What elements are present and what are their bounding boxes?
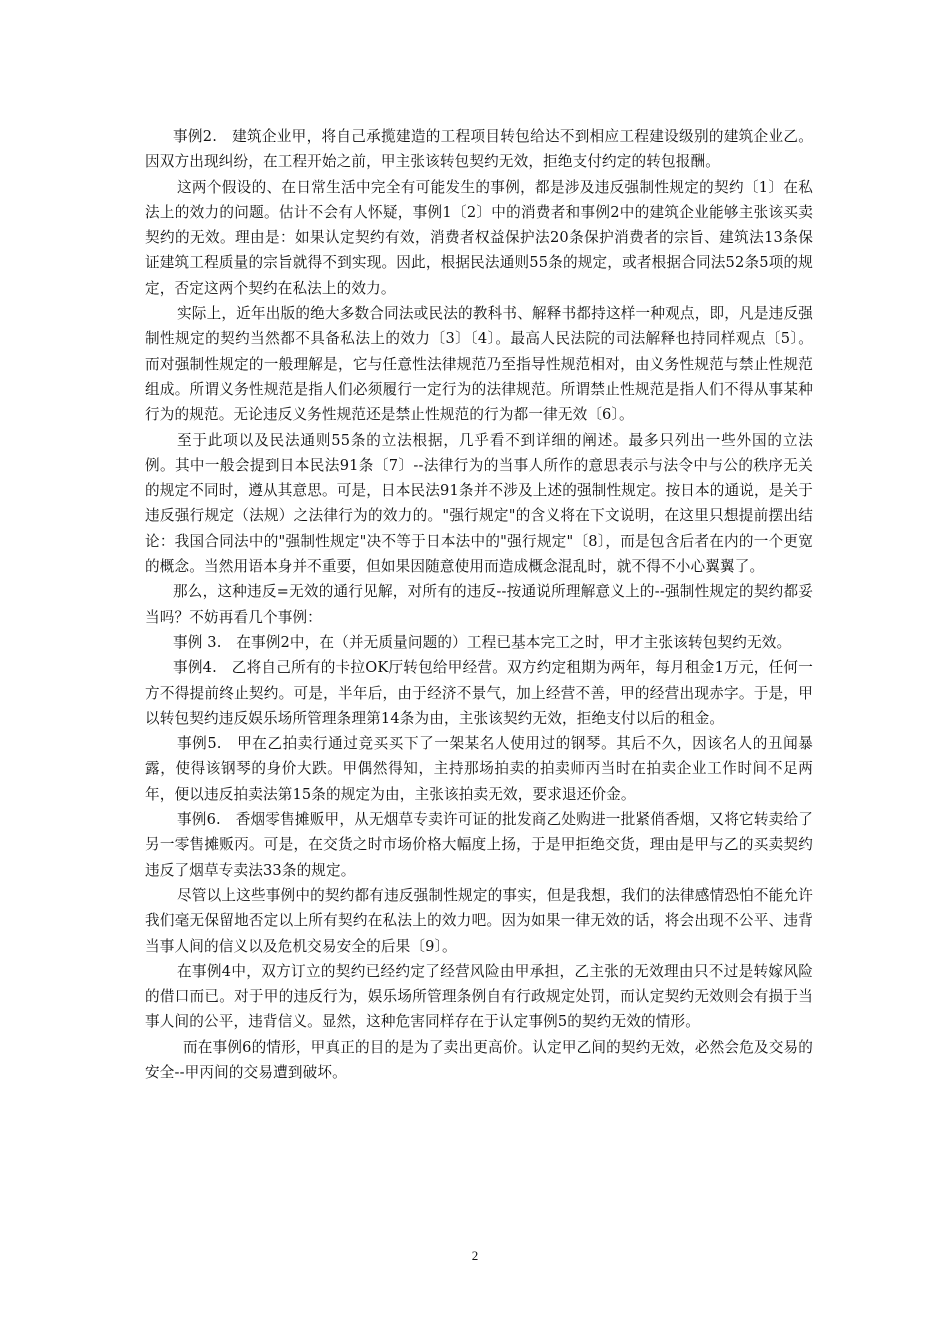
- document-body: [145, 124, 813, 1085]
- paragraph-example-5: 事例5. 甲在乙拍卖行通过竞买买下了一架某名人使用过的钢琴。其后不久，因该名人的丑闻暴露，使得该钢琴的身价大跌。甲偶然得知，主持那场拍卖的拍卖师丙当时在拍卖企业工作时间不足两年，便以违反拍卖法第15条的规定为由，主张该拍卖无效，要求退还价金。: [145, 735, 813, 803]
- paragraph-textbook-view: 实际上，近年出版的绝大多数合同法或民法的教科书、解释书都持这样一种观点，即，凡是违反强制性规定的契约当然都不具备私法上的效力〔3〕〔4〕。最高人民法院的司法解释也持同样观点〔5〕。而对强制性规定的一般理解是，它与任意性法律规范乃至指导性规范相对，由义务性规范与禁止性规范组成。所谓义务性规范是指人们必须履行一定行为的法律规范。所谓禁止性规范是指人们不得从事某种行为的规范。无论违反义务性规范还是禁止性规范的行为都一律无效〔6〕。: [145, 305, 813, 424]
- paragraph-example-3: 事例 3. 在事例2中，在（并无质量问题的）工程已基本完工之时，甲才主张该转包契约无效。: [173, 633, 792, 651]
- paragraph-example-4: 事例4. 乙将自己所有的卡拉OK厅转包给甲经营。双方约定租期为两年，每月租金1万元，任何一方不得提前终止契约。可是，半年后，由于经济不景气，加上经营不善，甲的经营出现赤字。于是，甲以转包契约违反娱乐场所管理条理第14条为由，主张该契约无效，拒绝支付以后的租金。: [145, 659, 813, 727]
- paragraph-question: 那么，这种违反=无效的通行见解，对所有的违反--按通说所理解意义上的--强制性规定的契约都妥当吗？不妨再看几个事例：: [145, 583, 813, 626]
- paragraph-example-6: 事例6. 香烟零售摊贩甲，从无烟草专卖许可证的批发商乙处购进一批紧俏香烟，又将它转卖给了另一零售摊贩丙。可是，在交货之时市场价格大幅度上扬，于是甲拒绝交货，理由是甲与乙的买卖契约违反了烟草专卖法33条的规定。: [145, 811, 813, 879]
- paragraph-example-2: 事例2. 建筑企业甲，将自己承揽建造的工程项目转包给达不到相应工程建设级别的建筑企业乙。因双方出现纠纷，在工程开始之前，甲主张该转包契约无效，拒绝支付约定的转包报酬。: [145, 128, 813, 171]
- paragraph-legal-sentiment: 尽管以上这些事例中的契约都有违反强制性规定的事实，但是我想，我们的法律感情恐怕不能允许我们毫无保留地否定以上所有契约在私法上的效力吧。因为如果一律无效的话，将会出现不公平、违背当事人间的信义以及危机交易安全的后果〔9〕。: [145, 886, 813, 955]
- page-number: 2: [471, 1248, 479, 1263]
- paragraph-legislative-basis: 至于此项以及民法通则55条的立法根据，几乎看不到详细的阐述。最多只列出一些外国的立法例。其中一般会提到日本民法91条〔7〕--法律行为的当事人所作的意思表示与法令中与公的秩序无关的规定不同时，遵从其意思。可是，日本民法91条并不涉及上述的强制性规定。按日本的通说，是关于违反强行规定（法规）之法律行为的效力的。"强行规定"的含义将在下文说明，在这里只想提前摆出结论：我国合同法中的"强制性规定"决不等于日本法中的"强行规定"〔8〕，而是包含后者在内的一个更宽的概念。当然用语本身并不重要，但如果因随意使用而造成概念混乱时，就不得不小心翼翼了。: [145, 431, 813, 576]
- paragraph-analysis-example-6: 而在事例6的情形，甲真正的目的是为了卖出更高价。认定甲乙间的契约无效，必然会危及交易的安全--甲丙间的交易遭到破坏。: [145, 1038, 813, 1081]
- paragraph-hypothetical-cases: 这两个假设的、在日常生活中完全有可能发生的事例，都是涉及违反强制性规定的契约〔1〕在私法上的效力的问题。估计不会有人怀疑，事例1〔2〕中的消费者和事例2中的建筑企业能够主张该买卖契约的无效。理由是：如果认定契约有效，消费者权益保护法20条保护消费者的宗旨、建筑法13条保证建筑工程质量的宗旨就得不到实现。因此，根据民法通则55条的规定，或者根据合同法52条5项的规定，否定这两个契约在私法上的效力。: [145, 178, 813, 297]
- paragraph-analysis-example-4: 在事例4中，双方订立的契约已经约定了经营风险由甲承担，乙主张的无效理由只不过是转嫁风险的借口而已。对于甲的违反行为，娱乐场所管理条例自有行政规定处罚，而认定契约无效则会有损于当事人间的公平，违背信义。显然，这种危害同样存在于认定事例5的契约无效的情形。: [145, 962, 813, 1031]
